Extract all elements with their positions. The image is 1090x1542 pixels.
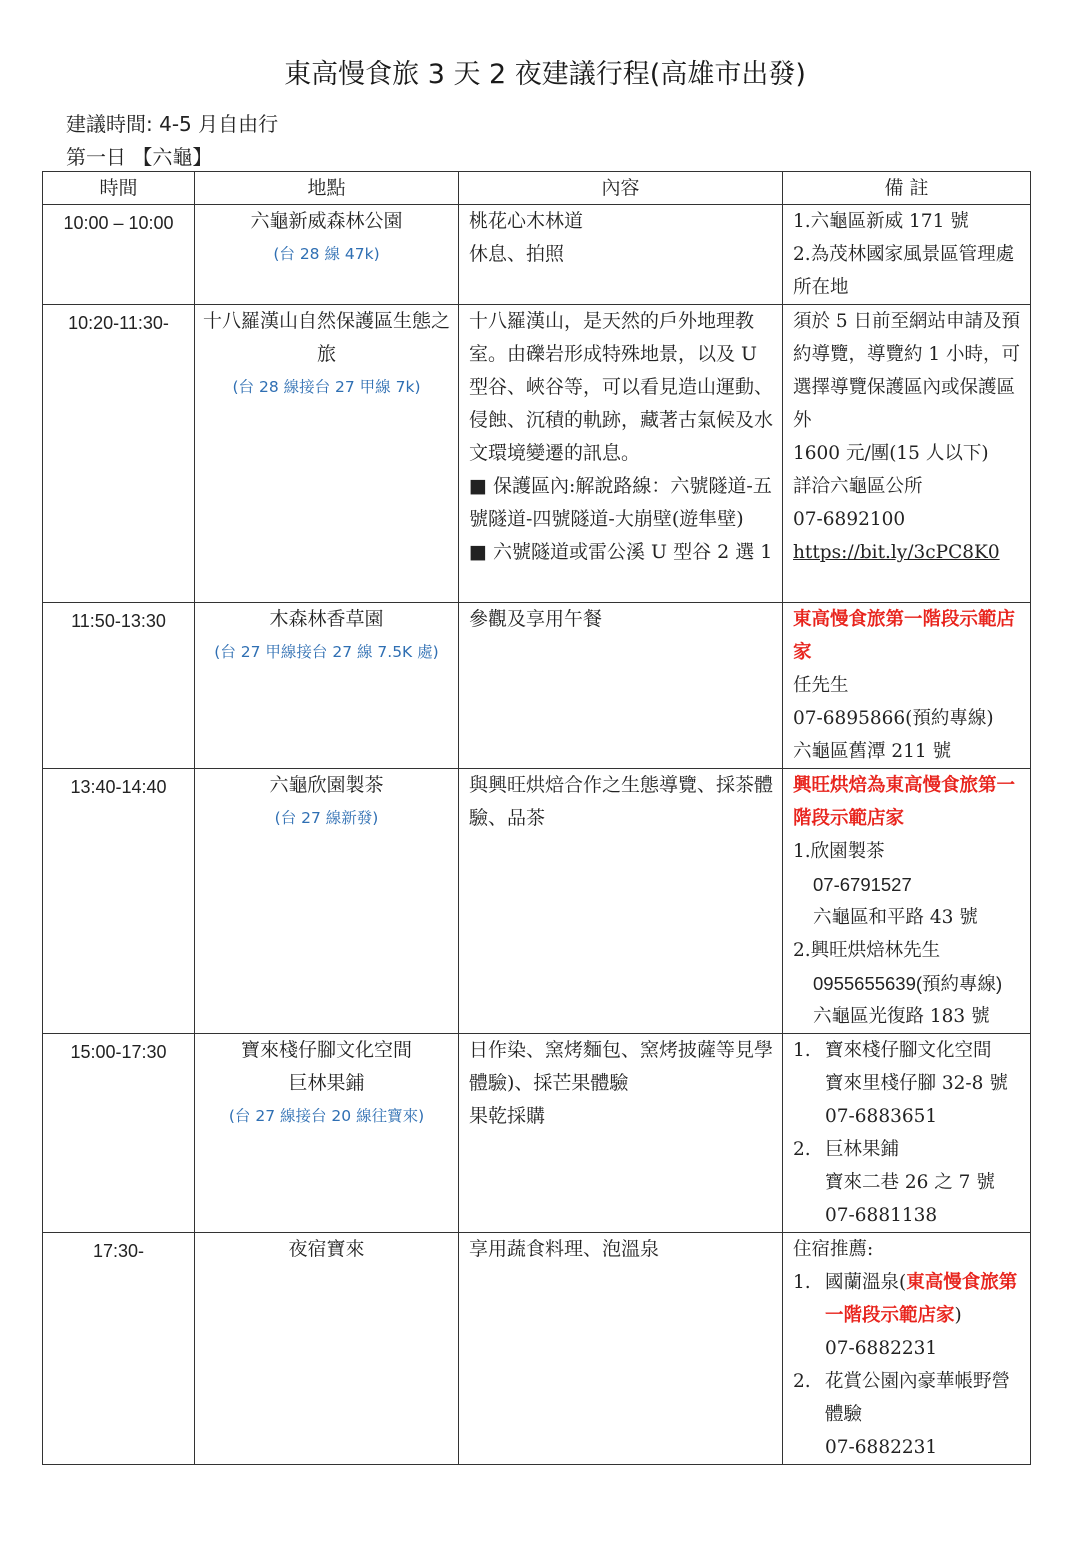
itinerary-table <box>42 171 1031 1465</box>
note-line: 1.六龜區新威 171 號 <box>793 211 969 232</box>
header-content: 內容 <box>459 172 783 205</box>
row-notes <box>783 1233 1031 1465</box>
row-notes <box>783 205 1031 305</box>
note-number: 1. <box>793 1272 811 1293</box>
header-time: 時間 <box>43 172 195 205</box>
row-notes <box>783 603 1031 769</box>
place-route: (台 28 線 47k) <box>273 245 380 263</box>
row-time: 15:00-17:30 <box>43 1034 195 1233</box>
note-item <box>793 1266 1022 1365</box>
row-notes <box>783 769 1031 1034</box>
note-item <box>793 1034 1022 1133</box>
place-route: (台 27 線新發) <box>274 809 379 827</box>
document-title: 東高慢食旅 3 天 2 夜建議行程(高雄市出發) <box>284 59 806 90</box>
row-notes <box>783 305 1031 603</box>
table-row <box>43 205 1031 305</box>
row-time: 17:30- <box>43 1233 195 1465</box>
row-content <box>459 1233 783 1465</box>
website-link[interactable]: https://bit.ly/3cPC8K0 <box>793 542 1000 563</box>
note-line: 07-6881138 <box>825 1205 938 1226</box>
row-place <box>195 1233 459 1465</box>
note-line: 國蘭溫泉( <box>825 1272 907 1293</box>
place-route: (台 27 線接台 20 線往寶來) <box>228 1107 425 1125</box>
table-row <box>43 1034 1031 1233</box>
row-time: 13:40-14:40 <box>43 769 195 1034</box>
note-number: 1. <box>793 1040 811 1061</box>
content-line: 十八羅漢山，是天然的戶外地理教室。由礫岩形成特殊地景，以及 U 型谷、峽谷等，可以看見造山運動、侵蝕、沉積的軌跡，藏著古氣候及水文環境變遷的訊息。 <box>469 310 774 464</box>
note-text <box>825 1034 1022 1133</box>
note-line: 花賞公園內豪華帳野營體驗 <box>825 1371 1011 1425</box>
row-time: 11:50-13:30 <box>43 603 195 769</box>
table-row <box>43 769 1031 1034</box>
row-place <box>195 1034 459 1233</box>
place-name: 六龜新威森林公園 <box>250 210 403 232</box>
place-route: (台 27 甲線接台 27 線 7.5K 處) <box>214 643 439 661</box>
content-bullet: ■ 保護區內:解說路線：六號隧道-五號隧道-四號隧道-大崩壁(遊隼壁) <box>469 475 772 530</box>
note-text <box>825 1266 1022 1365</box>
table-row <box>43 603 1031 769</box>
note-line: 07-6883651 <box>825 1106 938 1127</box>
note-address: 六龜區光復路 183 號 <box>813 1006 990 1027</box>
place-name: 六龜欣園製茶 <box>269 774 384 796</box>
note-phone: 0955655639(預約專線) <box>813 973 1003 994</box>
content-line: 休息、拍照 <box>469 243 565 265</box>
note-line: 任先生 <box>793 675 849 696</box>
demo-store-badge: 東高慢食旅第一階段示範店家 <box>793 609 1016 663</box>
note-line: 1.欣園製茶 <box>793 841 885 862</box>
row-place <box>195 205 459 305</box>
note-line: 寶來里棧仔腳 32-8 號 <box>825 1073 1008 1094</box>
content-line: 與興旺烘焙合作之生態導覽、採茶體驗、品茶 <box>469 774 774 829</box>
row-content <box>459 1034 783 1233</box>
place-name: 夜宿寶來 <box>288 1238 365 1260</box>
note-item <box>793 1365 1022 1464</box>
day-heading: 第一日 【六龜】 <box>66 145 213 169</box>
note-address: 六龜區和平路 43 號 <box>813 907 978 928</box>
row-content <box>459 205 783 305</box>
row-notes <box>783 1034 1031 1233</box>
row-content <box>459 305 783 603</box>
note-text <box>825 1365 1022 1464</box>
row-place <box>195 305 459 603</box>
note-line: 六龜區舊潭 211 號 <box>793 741 952 762</box>
table-row <box>43 1233 1031 1465</box>
note-line: 07-6895866(預約專線) <box>793 708 994 729</box>
row-place <box>195 769 459 1034</box>
table-header-row <box>43 172 1031 205</box>
note-line: 07-6882231 <box>825 1338 938 1359</box>
note-line: 須於 5 日前至網站申請及預約導覽，導覽約 1 小時，可選擇導覽保護區內或保護區外 <box>793 311 1021 431</box>
note-number: 2. <box>793 1371 811 1392</box>
note-line: ) <box>954 1305 962 1326</box>
content-line: 參觀及享用午餐 <box>469 608 603 630</box>
note-text <box>825 1133 1022 1232</box>
header-place: 地點 <box>195 172 459 205</box>
suggested-time: 建議時間: 4-5 月自由行 <box>66 112 279 136</box>
note-line: 07-6892100 <box>793 509 906 530</box>
place-route: (台 28 線接台 27 甲線 7k) <box>232 378 421 396</box>
note-line: 住宿推薦: <box>793 1239 874 1260</box>
note-item <box>793 1133 1022 1232</box>
place-name: 巨林果鋪 <box>288 1072 365 1094</box>
content-line: 果乾採購 <box>469 1105 546 1127</box>
row-place <box>195 603 459 769</box>
note-line: 07-6882231 <box>825 1437 938 1458</box>
note-line: 1600 元/團(15 人以下) <box>793 443 989 464</box>
note-number: 2. <box>793 1139 811 1160</box>
note-line: 2.為茂林國家風景區管理處所在地 <box>793 244 1015 298</box>
place-name: 寶來棧仔腳文化空間 <box>240 1039 412 1061</box>
note-line: 寶來棧仔腳文化空間 <box>825 1040 992 1061</box>
note-line: 2.興旺烘焙林先生 <box>793 940 941 961</box>
note-line: 寶來二巷 26 之 7 號 <box>825 1172 995 1193</box>
note-phone: 07-6791527 <box>813 874 912 895</box>
row-time: 10:20-11:30- <box>43 305 195 603</box>
place-name: 十八羅漢山自然保護區生態之旅 <box>202 310 450 365</box>
table-row <box>43 305 1031 603</box>
note-line: 巨林果鋪 <box>825 1139 900 1160</box>
content-line: 日作染、窯烤麵包、窯烤披薩等見學體驗)、採芒果體驗 <box>469 1039 774 1094</box>
content-bullet: ■ 六號隧道或雷公溪 U 型谷 2 選 1 <box>469 541 773 563</box>
header-notes: 備 註 <box>783 172 1031 205</box>
demo-store-badge: 興旺烘焙為東高慢食旅第一階段示範店家 <box>793 775 1016 829</box>
place-name: 木森林香草園 <box>269 608 384 630</box>
row-content <box>459 603 783 769</box>
note-line: 詳洽六龜區公所 <box>793 476 923 497</box>
row-content <box>459 769 783 1034</box>
content-line: 桃花心木林道 <box>469 210 584 232</box>
demo-store-badge: 東高慢食旅第一階段示範店家 <box>825 1272 1018 1326</box>
content-line: 享用蔬食料理、泡溫泉 <box>469 1238 660 1260</box>
row-time: 10:00 – 10:00 <box>43 205 195 305</box>
